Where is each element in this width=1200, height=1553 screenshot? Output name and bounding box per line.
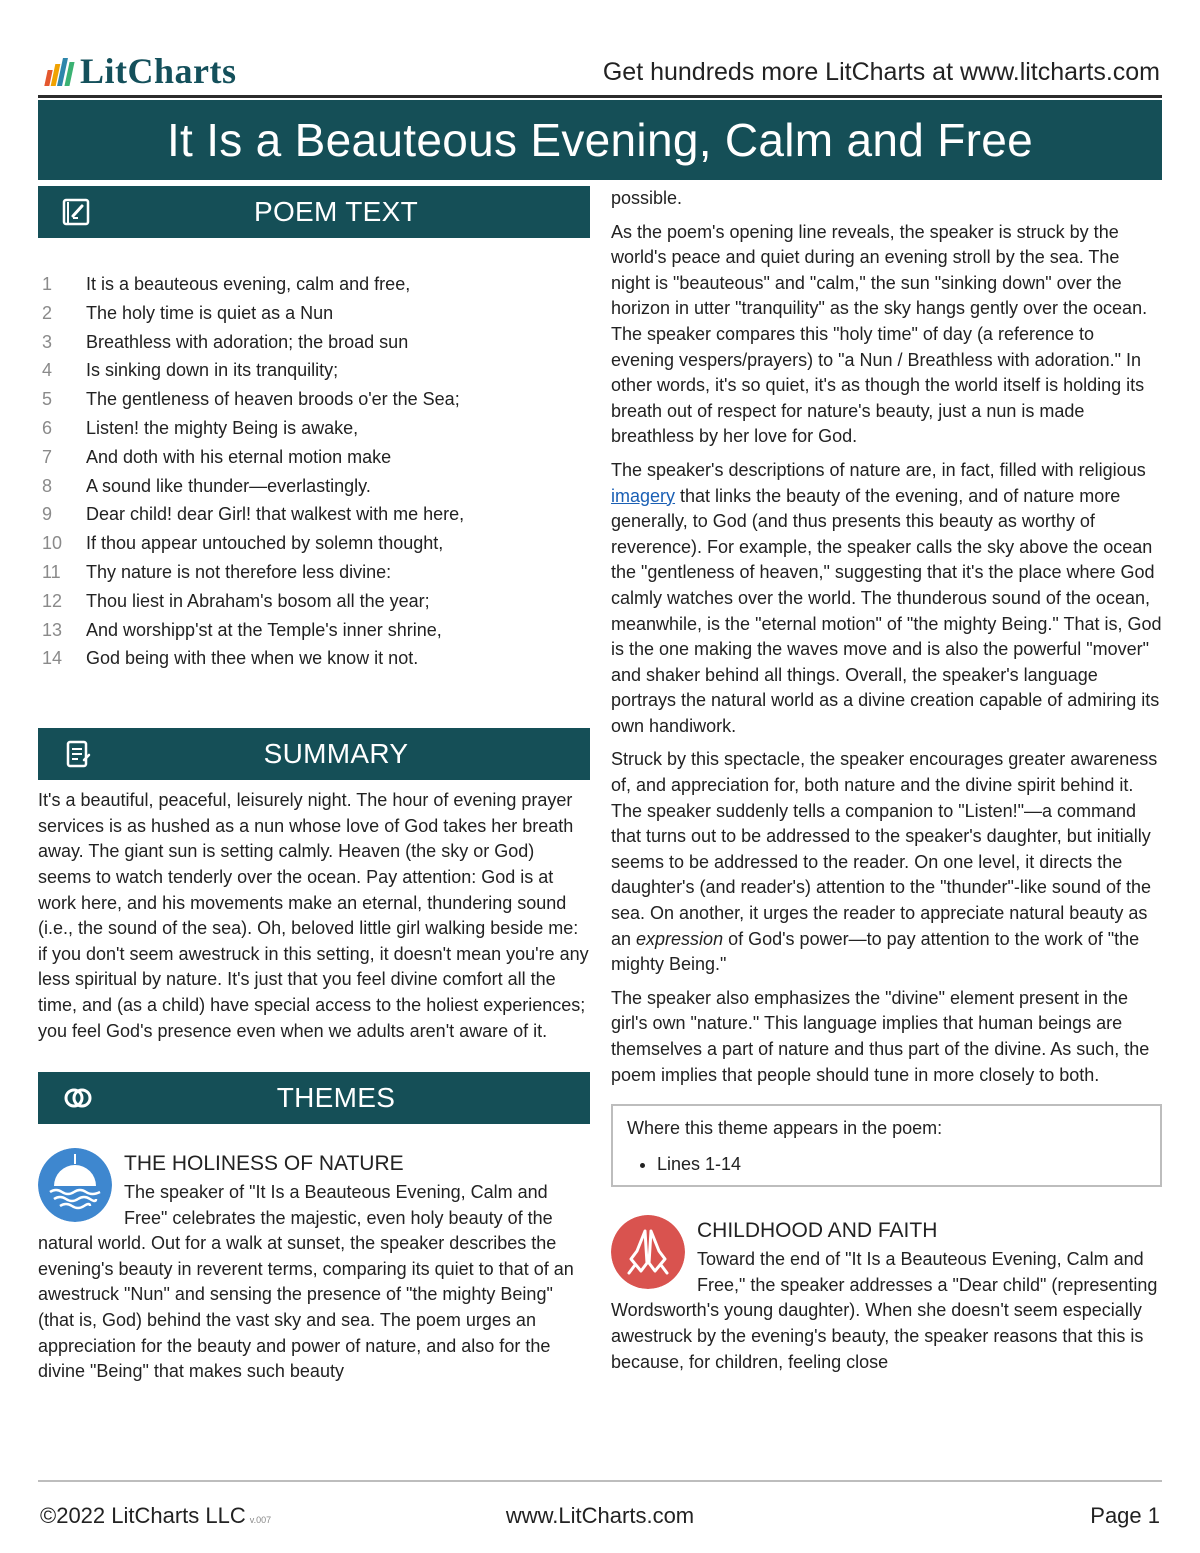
- line-text: The holy time is quiet as a Nun: [86, 302, 334, 323]
- poem-line: [38, 533, 590, 562]
- themes-icon: [62, 1084, 94, 1112]
- poem-line: [38, 303, 590, 332]
- right-column: [611, 186, 1162, 1375]
- theme-paragraph-5: The speaker also emphasizes the "divine" element present in the girl's own "nature." This language implies that human beings are themselves a part of nature and thus part of the divine. As such, the poem implies that people should tune in more closely to both.: [611, 987, 1150, 1085]
- theme-intro-text: The speaker of "It Is a Beauteous Evening, Calm and Free" celebrates the majestic, even holy beauty of the natural world. Out for a walk at sunset, the speaker describes the evening's beauty in reverent terms, comparing its quiet to that of an awestruck "Nun" and sensing the presence of "the mighty Being" (that is, God) behind the vast sky and sea. The poem urges an appreciation for the beauty and power of nature, and also for the divine "Being" that makes such beauty: [38, 1182, 574, 1382]
- theme-title: THE HOLINESS OF NATURE: [124, 1152, 404, 1176]
- header-rule: [38, 95, 1162, 98]
- poem-line: [38, 360, 590, 389]
- line-number: 1: [42, 274, 53, 294]
- poem-line: [38, 476, 590, 505]
- line-number: 2: [42, 302, 53, 323]
- line-text: Thou liest in Abraham's bosom all the year;: [86, 590, 430, 611]
- sunset-sea-icon: [38, 1148, 112, 1222]
- theme-appears-box: [611, 1104, 1162, 1187]
- theme-appears-item[interactable]: • Lines 1-14: [657, 1151, 1146, 1177]
- line-number: 4: [42, 360, 53, 381]
- line-text: Dear child! dear Girl! that walkest with me here,: [86, 504, 465, 525]
- line-text: God being with thee when we know it not.: [86, 648, 419, 669]
- text-span: of God's power—to pay attention to the work of "the mighty Being.": [611, 928, 1140, 975]
- footer-site-link[interactable]: www.LitCharts.com: [505, 1503, 695, 1528]
- praying-hands-icon: [611, 1215, 685, 1289]
- line-number: 3: [42, 331, 53, 352]
- text-span: Struck by this spectacle, the speaker encourages greater awareness of, and appreciation for, both nature and the divine spirit behind it. The speaker suddenly tells a companion to "Listen!"—a command that turns out to be addressed to the speaker's daughter, but initially seems to be addressed to the reader. On one level, it directs the daughter's (and reader's) attention to the "thunder"-like sound of the sea. On another, it urges the reader to appreciate natural beauty as an: [611, 749, 1158, 949]
- line-text: If thou appear untouched by solemn thought,: [86, 533, 444, 554]
- line-text: A sound like thunder—everlastingly.: [86, 475, 371, 496]
- line-number: 11: [42, 561, 61, 582]
- document-icon: [62, 740, 94, 768]
- imagery-link[interactable]: imagery: [611, 485, 676, 506]
- poem-line: [38, 620, 590, 649]
- line-number: 14: [42, 648, 63, 669]
- poem-line: [38, 648, 590, 677]
- line-text: Listen! the mighty Being is awake,: [86, 417, 359, 438]
- footer-rule: [38, 1480, 1162, 1482]
- page-header: [38, 48, 1162, 96]
- poem-line: [38, 504, 590, 533]
- poem-lines: [38, 274, 590, 677]
- poem-line: [38, 591, 590, 620]
- theme-appears-label: Where this theme appears in the poem:: [627, 1118, 943, 1139]
- line-text: It is a beauteous evening, calm and free,: [86, 274, 411, 294]
- line-text: Is sinking down in its tranquility;: [86, 360, 339, 381]
- theme-continued-text: possible.: [611, 188, 683, 208]
- line-text: Breathless with adoration; the broad sun: [86, 331, 409, 352]
- theme-appears-list: [627, 1151, 1146, 1177]
- themes-header: [38, 1072, 590, 1124]
- line-number: 7: [42, 446, 53, 467]
- poem-line: [38, 332, 590, 361]
- poem-line: [38, 274, 590, 303]
- text-span: The speaker's descriptions of nature are, in fact, filled with religious: [611, 459, 1146, 480]
- line-number: 8: [42, 475, 53, 496]
- summary-text: It's a beautiful, peaceful, leisurely night. The hour of evening prayer services is as hushed as a nun whose love of God takes her breath away. The giant sun is setting calmly. Heaven (the sky or God) seems to watch tenderly over the ocean. Pay attention: God is at work here, and his movements make an eternal, thundering sound (i.e., the sound of the sea). Oh, beloved little girl walking beside me: if you don't seem awestruck in this setting, it doesn't mean you're any less spiritual by nature. It's just that you feel divine comfort all the time, and (as a child) have special access to the holiest experiences; you feel God's presence even when we adults aren't aware of it.: [38, 790, 589, 1041]
- copyright-text: ©2022 LitCharts LLC: [40, 1503, 246, 1528]
- logo-text: LitCharts: [80, 51, 237, 91]
- text-span: that links the beauty of the evening, and of nature more generally, to God (and thus presents this beauty as worthy of reverence). For example, the speaker calls the sky above the ocean the "gentleness of heaven," suggesting that it's the place where God calmly watches over the world. The thunderous sound of the ocean, meanwhile, is the "eternal motion" of "the mighty Being." That is, God is the one making the waves move and is also the powerful "mover" and shaker behind all things. Overall, the speaker's language portrays the natural world as a divine creation capable of admiring its own handiwork.: [611, 485, 1162, 736]
- line-text: And doth with his eternal motion make: [86, 446, 392, 467]
- summary-header: [38, 728, 590, 780]
- theme-paragraph-3: [611, 458, 1162, 740]
- emphasis-text: expression: [636, 928, 724, 949]
- poem-line: [38, 389, 590, 418]
- line-text: And worshipp'st at the Temple's inner shrine,: [86, 619, 442, 640]
- poem-line: [38, 418, 590, 447]
- theme-paragraph-2: As the poem's opening line reveals, the speaker is struck by the world's peace and quiet during an evening stroll by the sea. The night is "beauteous" and "calm," the sun "sinking down" over the horizon in utter "tranquility" as the sky hangs gently over the ocean. The speaker compares this "holy time" of day (a reference to evening vespers/prayers) to "a Nun / Breathless with adoration." In other words, it's so quiet, it's as though the world itself is holding its breath out of respect for nature's beauty, just a nun is made breathless by her love for God.: [611, 221, 1148, 447]
- poem-line: [38, 562, 590, 591]
- header-tagline[interactable]: Get hundreds more LitCharts at www.litcharts.com: [602, 58, 1160, 86]
- left-column: [38, 186, 590, 1385]
- poem-text-heading: POEM TEXT: [254, 196, 418, 227]
- logo-bars-icon: [46, 56, 74, 86]
- line-text: The gentleness of heaven broods o'er the Sea;: [86, 389, 460, 410]
- title-bar: [38, 100, 1162, 180]
- line-number: 9: [42, 504, 53, 525]
- page-title: It Is a Beauteous Evening, Calm and Free: [166, 114, 1034, 166]
- line-number: 5: [42, 389, 53, 410]
- version-label: v.007: [249, 1515, 272, 1525]
- theme-childhood-and-faith: [611, 1215, 1162, 1375]
- theme-intro-text: Toward the end of "It Is a Beauteous Evening, Calm and Free," the speaker addresses a "Dear child" (representing Wordsworth's young daughter). When she doesn't seem especially awestruck by the evening's beauty, the speaker reasons that this is because, for children, feeling close: [611, 1249, 1158, 1372]
- theme-title: CHILDHOOD AND FAITH: [697, 1219, 938, 1243]
- poem-text-header: [38, 186, 590, 238]
- line-text: Thy nature is not therefore less divine:: [86, 561, 392, 582]
- theme-holiness-of-nature: [38, 1148, 590, 1385]
- line-number: 13: [42, 619, 63, 640]
- summary-heading: SUMMARY: [263, 738, 409, 770]
- page-number: Page 1: [1090, 1503, 1160, 1528]
- line-number: 10: [42, 533, 63, 554]
- theme-paragraph-4: [611, 747, 1162, 977]
- line-number: 12: [42, 590, 63, 611]
- page-footer: [38, 1503, 1162, 1533]
- poem-line: [38, 447, 590, 476]
- themes-heading: THEMES: [276, 1082, 396, 1114]
- litcharts-logo[interactable]: [46, 50, 237, 92]
- book-icon: [62, 198, 94, 226]
- line-number: 6: [42, 417, 53, 438]
